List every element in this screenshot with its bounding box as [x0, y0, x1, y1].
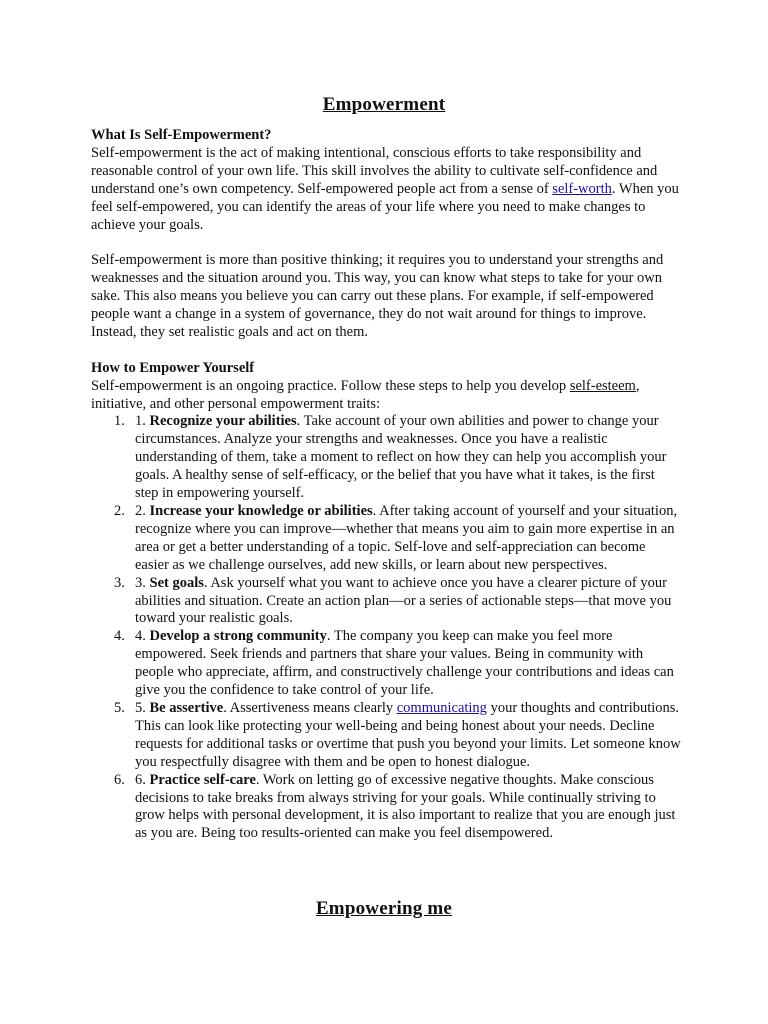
- paragraph-text: . When you feel self-empowered, you can identify the areas of your life where you need to make changes to achieve your goals.: [91, 180, 679, 233]
- steps-list: [91, 413, 681, 843]
- paragraph-intro: [91, 378, 681, 414]
- step-text: . Work on letting go of excessive negative thoughts. Make conscious decisions to take breaks from always striving for your goals. While continually striving to grow helps with personal development, it is also important to realize that you are enough just as you are. Being too results-oriented can make you feel disempowered.: [135, 771, 676, 842]
- document-title: Empowerment: [322, 94, 446, 115]
- paragraph-text: Self-empowerment is an ongoing practice. Follow these steps to help you develop: [91, 377, 570, 394]
- step-text: . Assertiveness means clearly: [223, 699, 397, 716]
- step-prefix: 3.: [135, 574, 150, 591]
- self-esteem-link[interactable]: self-esteem: [569, 377, 636, 394]
- list-item-step-2: [91, 503, 681, 575]
- paragraph-more-than-thinking: Self-empowerment is more than positive thinking; it requires you to understand your strengths and weaknesses and the situation around you. This way, you can know what steps to take for your own sake. This also means you believe you can carry out these plans. For example, if self-empowered people want a change in a system of governance, they do not wait around for things to improve. Instead, they set realistic goals and act on them.: [91, 252, 664, 340]
- list-number: 4.: [114, 628, 125, 645]
- paragraph-spacer: [91, 342, 681, 360]
- document-body: [91, 127, 681, 843]
- step-title: Be assertive: [149, 699, 224, 716]
- step-text: . Ask yourself what you want to achieve once you have a clearer picture of your abilities and situation. Create an action plan—or a series of actionable steps—that move you toward your realistic goals.: [135, 574, 672, 627]
- section-title-empowering-me: Empowering me: [315, 898, 453, 919]
- step-prefix: 4.: [135, 628, 150, 645]
- paragraph-definition: [91, 145, 681, 235]
- list-number: 2.: [114, 503, 125, 519]
- list-number: 6.: [114, 771, 125, 788]
- paragraph-text: Self-empowerment is the act of making intentional, conscious efforts to take responsibility and reasonable control of your own life. This skill involves the ability to cultivate self-confidence and understand one’s own competency. Self-empowered people act from a sense of: [91, 144, 658, 197]
- paragraph-text: , initiative, and other personal empowerment traits:: [91, 377, 640, 412]
- step-title: Develop a strong community: [149, 628, 327, 645]
- list-item-step-6: [91, 772, 681, 844]
- step-title: Set goals: [149, 574, 204, 591]
- list-item-step-3: [91, 575, 681, 629]
- step-text: . After taking account of yourself and your situation, recognize where you can improve—whether that means you aim to gain more expertise in an area or get a better understanding of a topic. Self-love and self-appreciation can become easier as we challenge ourselves, add new skills, or learn about new perspectives.: [135, 503, 678, 573]
- step-prefix: 6.: [135, 771, 150, 788]
- list-number: 5.: [114, 699, 125, 716]
- step-text: . Take account of your own abilities and power to change your circumstances. Analyze your strengths and weaknesses. Once you have a realistic understanding of them, take a moment to reflect on how they can help you accomplish your goals. A healthy sense of self-efficacy, or the belief that you have what it takes, is the first step in empowering yourself.: [135, 413, 667, 502]
- section-heading-what-is: What Is Self-Empowerment?: [91, 127, 272, 143]
- step-title: Increase your knowledge or abilities: [149, 503, 373, 519]
- step-prefix: 1.: [135, 413, 150, 430]
- step-title: Practice self-care: [149, 771, 256, 788]
- communicating-link[interactable]: communicating: [396, 699, 487, 716]
- paragraph-spacer: [91, 234, 681, 252]
- section-heading-how-to: How to Empower Yourself: [91, 359, 255, 376]
- list-item-step-1: [91, 413, 681, 503]
- step-title: Recognize your abilities: [149, 413, 297, 430]
- list-number: 1.: [114, 413, 125, 430]
- step-text: your thoughts and contributions. This can look like protecting your well-being and being honest about your needs. Decline requests for additional tasks or overtime that push you beyond your limits. Let someone know you respectfully disagree with them and be open to honest dialogue.: [135, 699, 681, 770]
- step-prefix: 5.: [135, 699, 150, 716]
- list-number: 3.: [114, 574, 125, 591]
- step-text: . The company you keep can make you feel more empowered. Seek friends and partners that share your values. Being in community with people who appreciate, affirm, and constructively challenge your contributions and ideas can give you the confidence to take control of your life.: [135, 628, 674, 699]
- step-prefix: 2.: [135, 503, 150, 519]
- self-worth-link[interactable]: self-worth: [552, 180, 612, 197]
- list-item-step-4: [91, 628, 681, 700]
- list-item-step-5: [91, 700, 681, 772]
